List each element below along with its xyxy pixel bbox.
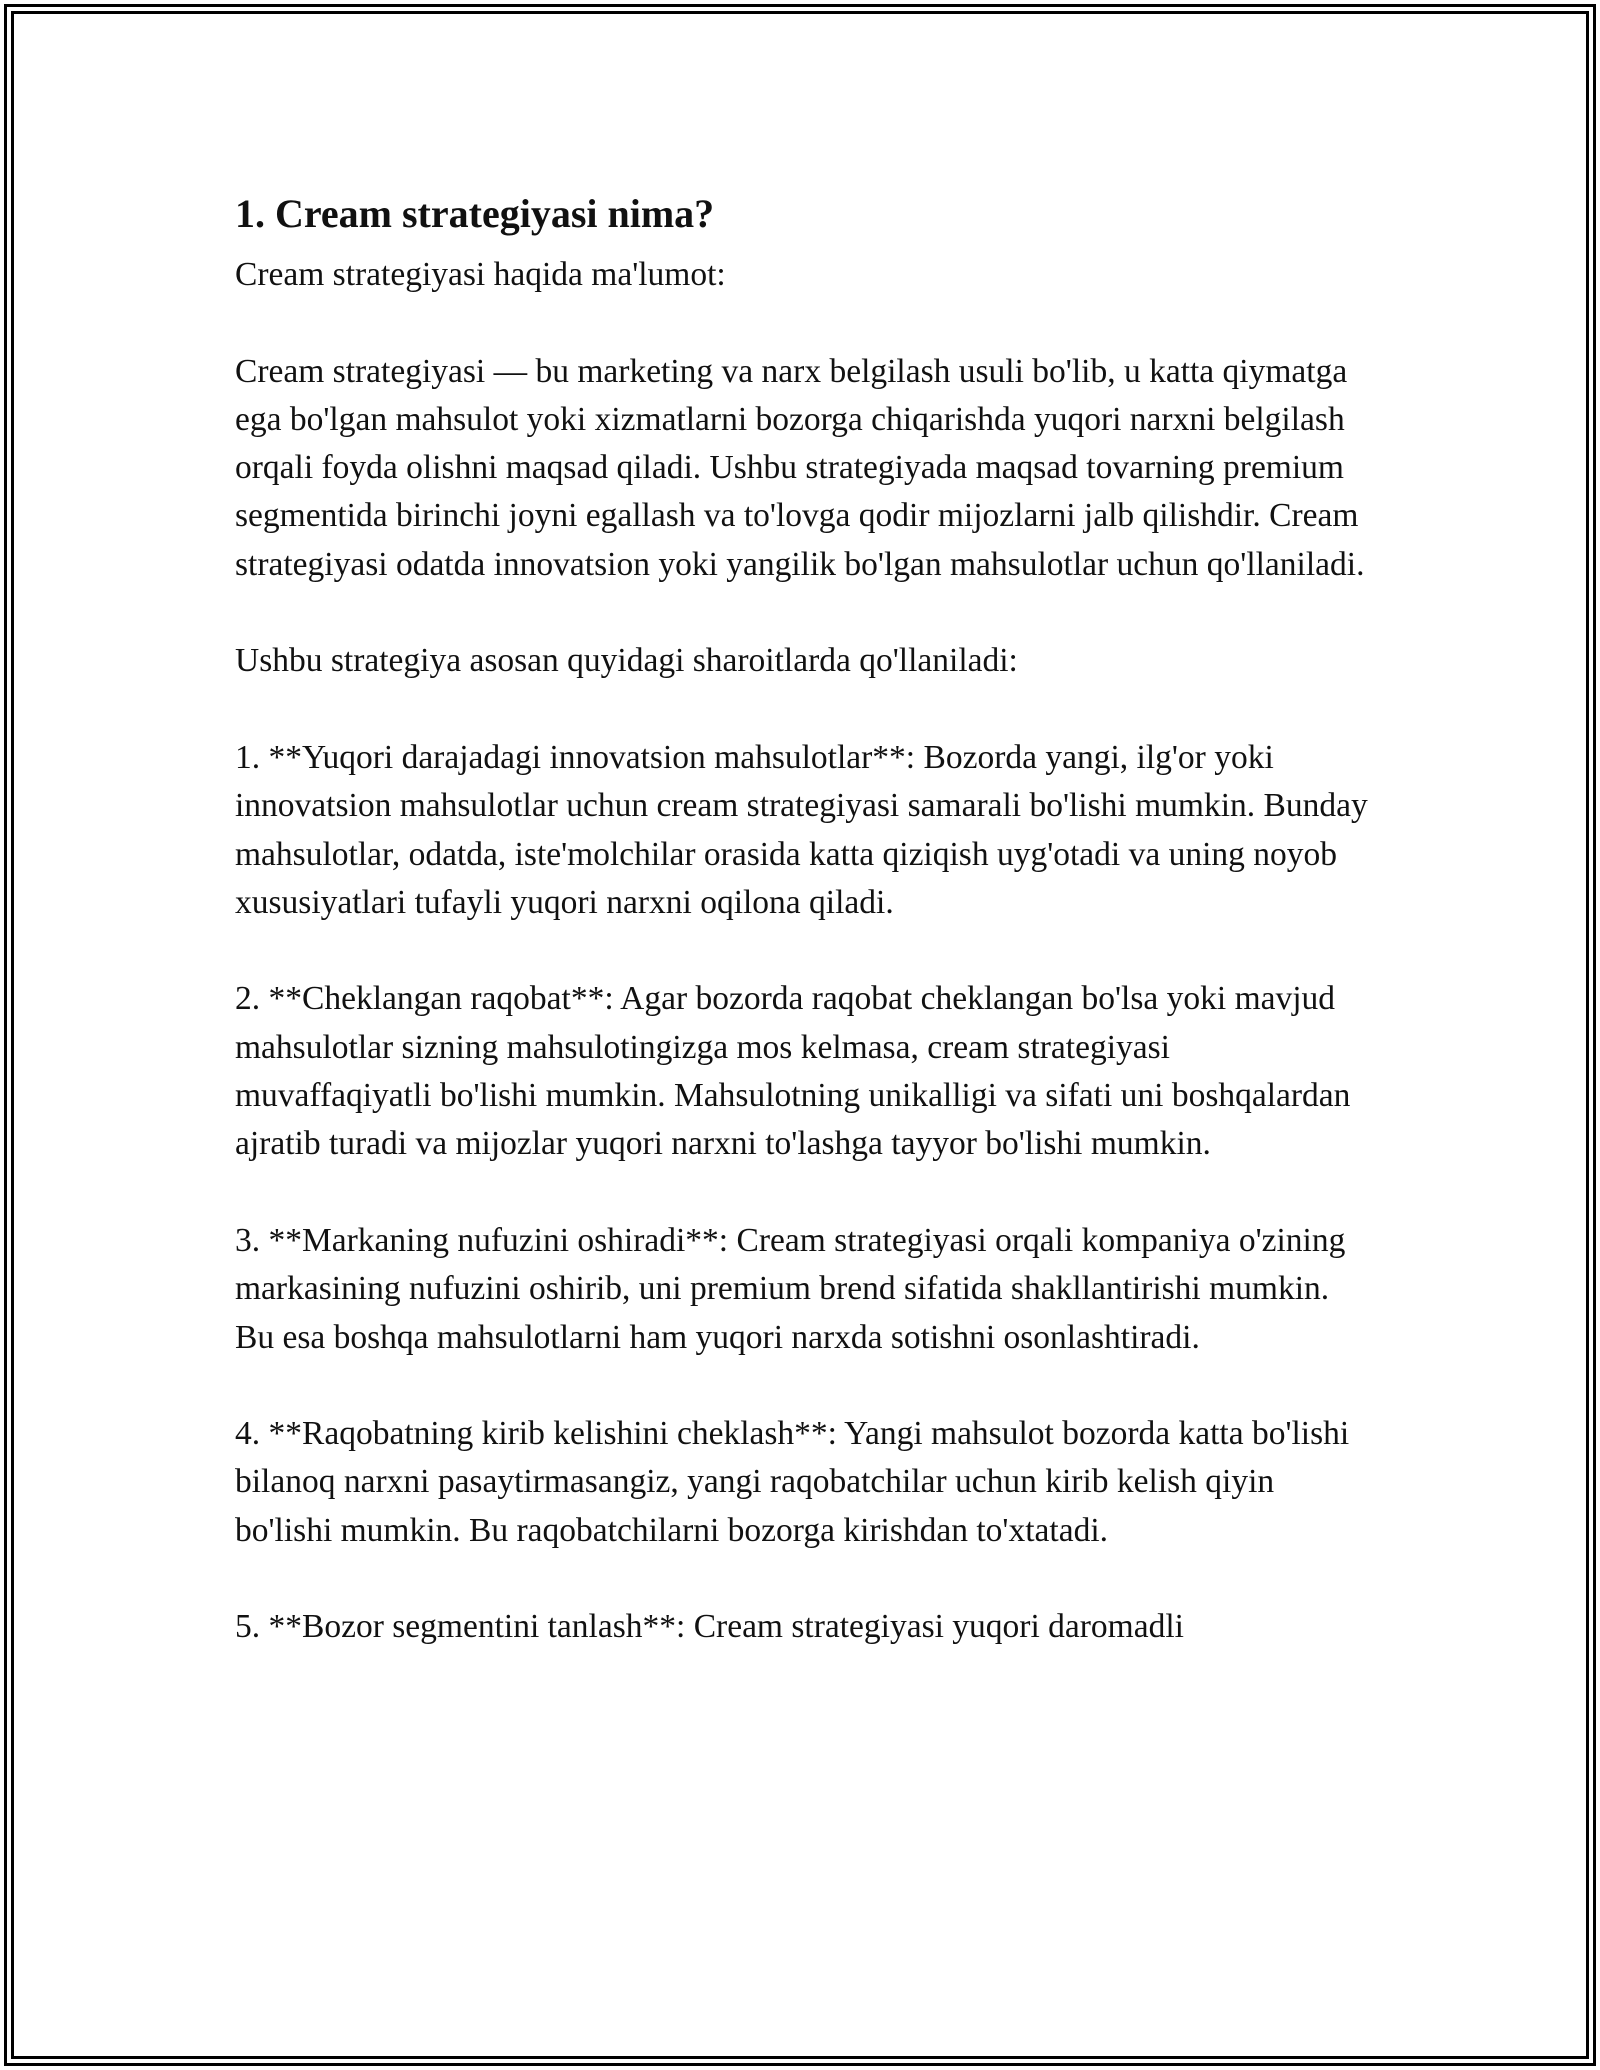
list-item: 2. **Cheklangan raqobat**: Agar bozorda raqobat cheklangan bo'lsa yoki mavjud mahsulotlar sizning mahsulotingizga mos kelmasa, cream strategiyasi muvaffaqiyatli bo'lishi mumkin. Mahsulotning unikalligi va sifati uni boshqalardan ajratib turadi va mijozlar yuqori narxni to'lashga tayyor bo'lishi mumkin. (235, 980, 1351, 1163)
list-item: 4. **Raqobatning kirib kelishini cheklash**: Yangi mahsulot bozorda katta bo'lishi bilanoq narxni pasaytirmasangiz, yangi raqobatchilar uchun kirib kelish qiyin bo'lishi mumkin. Bu raqobatchilarni bozorga kirishdan to'xtatadi. (235, 1415, 1350, 1549)
list-item: 1. **Yuqori darajadagi innovatsion mahsulotlar**: Bozorda yangi, ilg'or yoki innovatsion mahsulotlar uchun cream strategiyasi samarali bo'lishi mumkin. Bunday mahsulotlar, odatda, iste'molchilar orasida katta qiziqish uyg'otadi va uning noyob xususiyatlari tufayli yuqori narxni oqilona qiladi. (235, 738, 1368, 921)
document-body (235, 183, 1370, 1652)
conditions-intro-paragraph: Ushbu strategiya asosan quyidagi sharoitlarda qo'llaniladi: (235, 642, 1018, 680)
intro-paragraph: Cream strategiyasi haqida ma'lumot: (235, 256, 726, 293)
list-item: 3. **Markaning nufuzini oshiradi**: Cream strategiyasi orqali kompaniya o'zining markasining nufuzini oshirib, uni premium brend sifatida shakllantirishi mumkin. Bu esa boshqa mahsulotlarni ham yuqori narxda sotishni osonlashtiradi. (235, 1221, 1346, 1356)
list-item: 5. **Bozor segmentini tanlash**: Cream strategiyasi yuqori daromadli (235, 1608, 1184, 1646)
document-title: 1. Cream strategiyasi nima? (235, 191, 715, 236)
definition-paragraph: Cream strategiyasi — bu marketing va narx belgilash usuli bo'lib, u katta qiymatga ega bo'lgan mahsulot yoki xizmatlarni bozorga chiqarishda yuqori narxni belgilash orqali foyda olishni maqsad qiladi. Ushbu strategiyada maqsad tovarning premium segmentida birinchi joyni egallash va to'lovga qodir mijozlarni jalb qilishdir. Cream strategiyasi odatda innovatsion yoki yangilik bo'lgan mahsulotlar uchun qo'llaniladi. (235, 352, 1365, 583)
